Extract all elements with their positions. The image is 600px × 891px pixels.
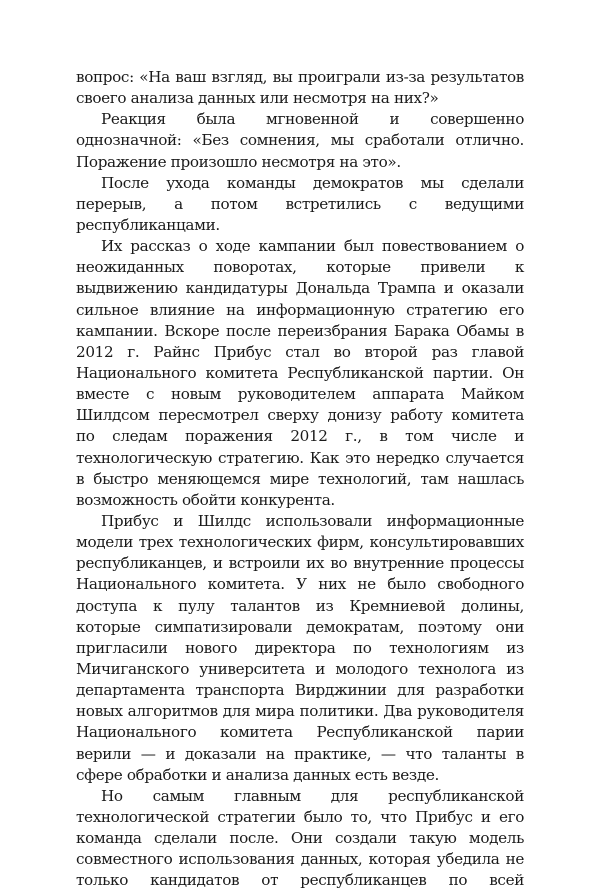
paragraph-3: После ухода команды демократов мы сделали перерыв, а потом встретились с ведущими республиканцами. — [76, 173, 524, 234]
paragraph-4: Их рассказ о ходе кампании был повествованием о неожиданных поворотах, которые привели к выдвижению кандидатуры Дональда Трампа и оказали сильное влияние на информационную стратегию его кампании. Вскоре после переизбрания Барака Обамы в 2012 г. Райнс Прибус стал во второй раз главой Национального комитета Республиканской партии. Он вместе с новым руководителем аппарата Майком Шилдсом пересмотрел сверху донизу работу комитета по следам поражения 2012 г., в том числе и технологическую стратегию. Как это нередко случается в быстро меняющемся мире технологий, там нашлась возможность обойти конкурента. — [76, 237, 524, 509]
paragraph-1: вопрос: «На ваш взгляд, вы проиграли из-за результатов своего анализа данных или несмотря на них?» — [76, 68, 524, 108]
document-page — [76, 67, 524, 891]
paragraph-6: Но самым главным для республиканской технологической стратегии было то, что Прибус и его команда сделали после. Они создали такую модель совместного использования данных, которая убедила не только кандидатов от республиканцев по всей — [76, 786, 524, 890]
paragraph-5: Прибус и Шилдс использовали информационные модели трех технологических фирм, консультировавших республиканцев, и встроили их во внутренние процессы Национального комитета. У них не было свободного доступа к пулу талантов из Кремниевой долины, которые симпатизировали демократам, поэтому они пригласили нового директора по технологиям из Мичиганского университета и молодого технолога из департамента транспорта Вирджинии для разработки новых алгоритмов для мира политики. Два руководителя Национального комитета Республиканской парии верили — и доказали на практике, — что таланты в сфере обработки и анализа данных есть везде. — [76, 511, 524, 784]
paragraph-2: Реакция была мгновенной и совершенно однозначной: «Без сомнения, мы сработали отлично. Поражение произошло несмотря на это». — [76, 110, 524, 171]
